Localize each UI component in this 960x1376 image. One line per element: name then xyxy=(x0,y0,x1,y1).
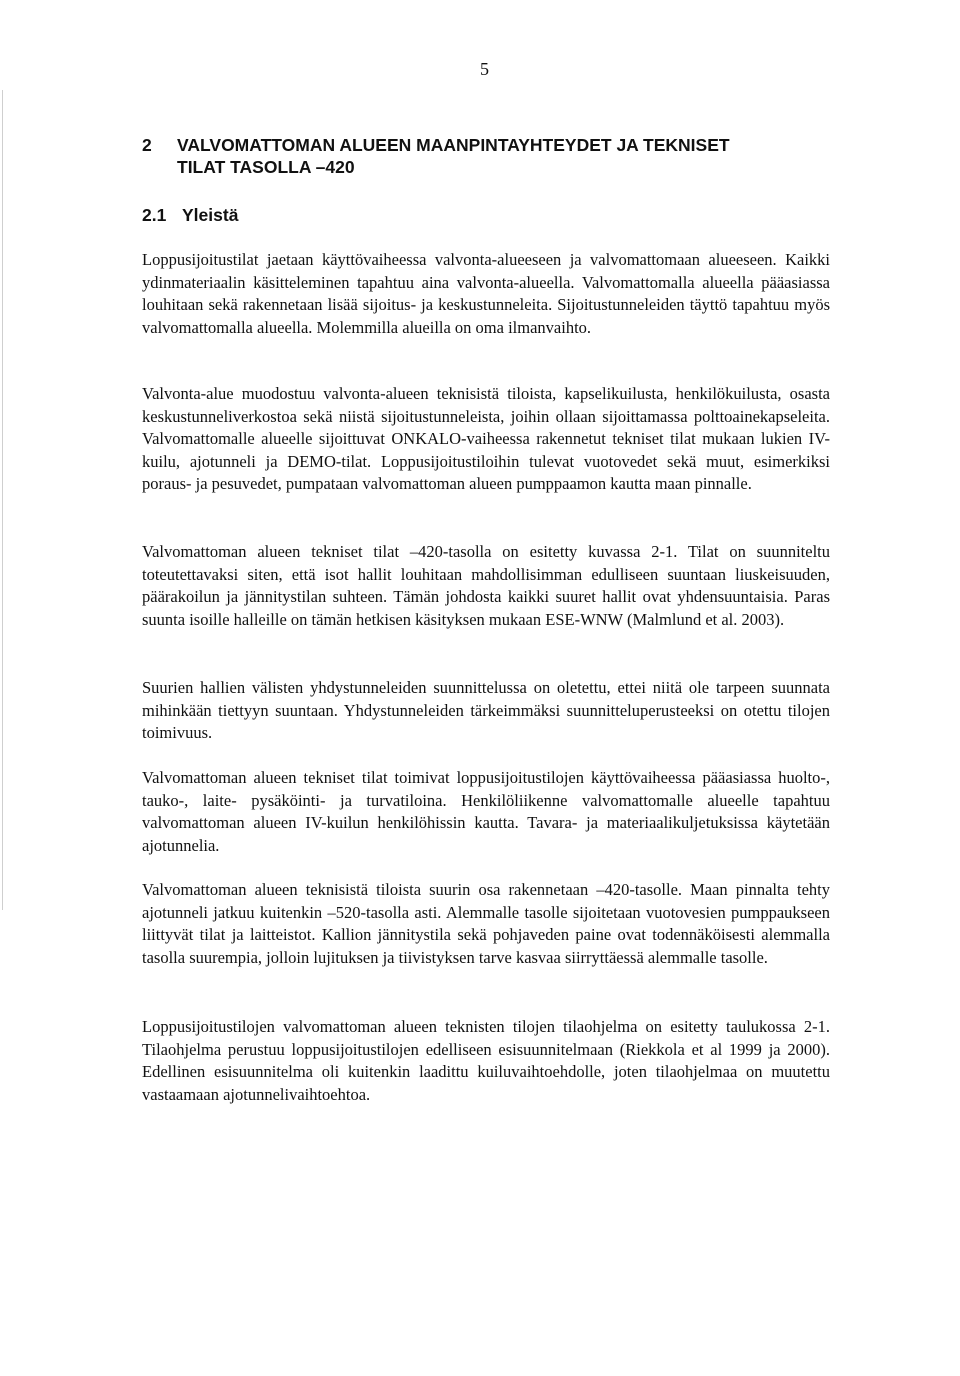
section-heading xyxy=(142,134,842,178)
subsection-title: Yleistä xyxy=(182,205,239,225)
paragraph-2: Valvonta-alue muodostuu valvonta-alueen teknisistä tiloista, kapselikuilusta, henkilökuilusta, osasta keskustunneliverkostoa sekä niistä sijoitustunneleista, joihin ollaan sijoittamassa polttoainekapseleita. Valvomattomalle alueelle sijoittuvat ONKALO-vaiheessa rakennetut tekniset tilat mukaan lukien IV-kuilu, ajotunneli ja DEMO-tilat. Loppusijoitustiloihin tulevat vuotovedet sekä muut, esimerkiksi poraus- ja pesuvedet, pumpataan valvomattoman alueen pumppaamon kautta maan pinnalle. xyxy=(142,384,830,494)
section-number: 2 xyxy=(142,135,152,155)
paragraph-4: Suurien hallien välisten yhdystunneleiden suunnittelussa on oletettu, ettei niitä ole tarpeen suunnata mihinkään tiettyyn suuntaan. Yhdystunneleiden tärkeimmäksi suunnitteluperusteeksi on otettu tilojen toimivuus. xyxy=(142,678,830,743)
subsection-number: 2.1 xyxy=(142,205,167,225)
paragraph-7: Loppusijoitustilojen valvomattoman alueen teknisten tilojen tilaohjelma on esitetty taulukossa 2-1. Tilaohjelma perustuu loppusijoitustilojen edelliseen esisuunnitelmaan (Riekkola et al 1999 ja 2000). Edellinen esisuunnitelma oli kuitenkin laadittu kuiluvaihtoehdolle, joten tilaohjelmaa on muutettu vastaamaan ajotunnelivaihtoehtoa. xyxy=(142,1017,830,1104)
paragraph-1: Loppusijoitustilat jaetaan käyttövaiheessa valvonta-alueeseen ja valvomattomaan alueeseen. Kaikki ydinmateriaalin käsitteleminen tapahtuu aina valvonta-alueella. Valvomattomalla alueella pääasiassa louhitaan sekä rakennetaan lisää sijoitus- ja keskustunneleita. Sijoitustunneleiden täyttö tapahtuu myös valvomattomalla alueella. Molemmilla alueilla on oma ilmanvaihto. xyxy=(142,250,830,337)
paragraph-6: Valvomattoman alueen teknisistä tiloista suurin osa rakennetaan –420-tasolle. Maan pinnalta tehty ajotunneli jatkuu kuitenkin –520-tasolla asti. Alemmalle tasolle sijoitetaan vuotovesien pumppaukseen liittyvät tilat ja laitteistot. Kallion jännitystila sekä pohjaveden paine ovat todennäköisesti alemmalla tasolla suurempia, jolloin lujituksen ja tiivistyksen tarve kasvaa siirryttäessä alemmalle tasolle. xyxy=(142,880,830,967)
page-number: 5 xyxy=(480,59,489,79)
paragraph-5: Valvomattoman alueen tekniset tilat toimivat loppusijoitustilojen käyttövaiheessa pääasiassa huolto-, tauko-, laite- pysäköinti- ja turvatiloina. Henkilöliikenne valvomattomalle alueelle tapahtuu valvomattoman alueen IV-kuilun henkilöhissin kautta. Tavara- ja materiaalikuljetuksissa käytetään ajotunnelia. xyxy=(142,768,830,855)
section-title-line2: TILAT TASOLLA –420 xyxy=(177,157,355,177)
paragraph-3: Valvomattoman alueen tekniset tilat –420-tasolla on esitetty kuvassa 2-1. Tilat on suunniteltu toteutettavaksi siten, että isot hallit louhitaan mahdollisimman edulliseen suuntaan liuskeisuuden, päärakoilun ja jännitystilan suhteen. Tämän johdosta kaikki suuret hallit ovat yhdensuuntaisia. Paras suunta isoille halleille on tämän hetkisen käsityksen mukaan ESE-WNW (Malmlund et al. 2003). xyxy=(142,542,830,629)
section-title-line1: VALVOMATTOMAN ALUEEN MAANPINTAYHTEYDET JA TEKNISET xyxy=(177,135,730,155)
scan-edge-line xyxy=(2,90,3,910)
subsection-heading xyxy=(142,204,238,226)
